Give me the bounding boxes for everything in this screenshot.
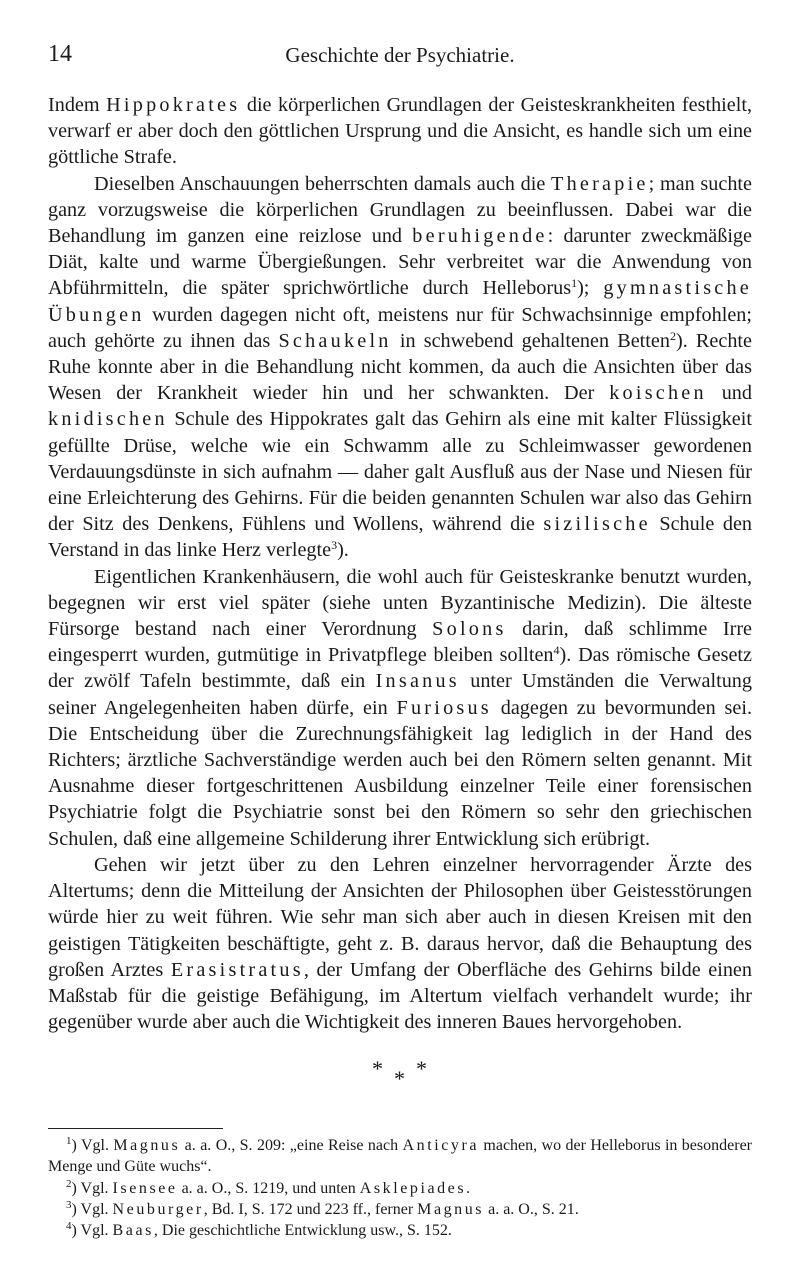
footnotes	[48, 1135, 752, 1241]
text-run: die körperlichen Grundlagen der Geisteskrankheiten festhielt, verwarf er aber doch den göttlichen Ursprung und die Ansicht, es handle sich um eine göttliche Strafe.	[48, 94, 752, 169]
spaced-emphasis: Neuburger	[112, 1200, 204, 1218]
text-run: Dieselben Anschauungen beherrschten damals auch die	[94, 172, 552, 195]
spaced-emphasis: Solons	[432, 618, 507, 641]
text-run: a. a. O., S. 21.	[484, 1200, 579, 1218]
paragraph	[48, 564, 752, 852]
running-head: Geschichte der Psychiatrie.	[285, 43, 515, 67]
text-run: Eigentlichen Krankenhäusern, die wohl auch für Geisteskranke benutzt wurden, begegnen wir erst viel später (siehe unten Byzantinische Medizin). Die älteste Fürsorge bestand nach einer Verordnung	[48, 565, 752, 641]
footnote-marker: 4	[553, 643, 560, 658]
spaced-emphasis: Asklepiades	[359, 1179, 467, 1197]
text-run: ) Vgl.	[71, 1179, 113, 1197]
spaced-emphasis: gymnastische Übungen	[48, 277, 752, 326]
section-separator	[48, 1056, 752, 1096]
text-run: machen, wo der Helleborus in besonderer Menge und Güte wuchs“.	[48, 1137, 752, 1176]
text-run: ) Vgl.	[71, 1137, 114, 1154]
text-run: Indem	[48, 94, 107, 116]
separator-star: *	[394, 1066, 405, 1091]
text-run: );	[577, 277, 604, 300]
spaced-emphasis: beruhigende	[412, 225, 548, 248]
spaced-emphasis: Therapie	[551, 172, 649, 195]
footnote-marker: 1	[66, 1135, 72, 1147]
text-run: wurden dagegen nicht oft, meistens nur für Schwachsinnige empfohlen; auch gehörte zu ihnen das	[48, 303, 752, 352]
text-run: Gehen wir jetzt über zu den Lehren einzelner hervorragender Ärzte des Altertums; denn die Mitteilung der Ansichten der Philosophen über Geistesstörungen würde hier zu weit führen. Wie sehr man sich aber auch in diesen Kreisen mit den geistigen Tätigkeiten beschäftigte, geht z. B. daraus hervor, daß die Behauptung des großen Arztes	[48, 853, 752, 981]
paragraph	[48, 852, 752, 1035]
footnote	[48, 1135, 752, 1178]
paragraph	[48, 92, 752, 171]
spaced-emphasis: Furiosus	[396, 696, 492, 719]
text-run: unter Umständen die Verwaltung seiner Angelegenheiten haben dürfe, ein	[48, 670, 752, 719]
book-page	[48, 0, 753, 1240]
spaced-emphasis: Anticyra	[402, 1137, 479, 1154]
page-header	[48, 0, 752, 80]
spaced-emphasis: Magnus	[417, 1200, 485, 1218]
spaced-emphasis: Hippokrates	[106, 94, 241, 116]
text-run: dagegen zu bevormunden sei. Die Entscheidung über die Zurechnungsfähigkeit lag lediglich in der Hand des Richters; ärztliche Sachverständige werden auch bei den Römern selten genannt. Mit Ausnahme dieser fortgeschrittenen Ausbildung einzelner Teile einer forensischen Psychiatrie folgt die Psychiatrie sonst bei den Römern so sehr den griechischen Schulen, daß eine allgemeine Schilderung ihrer Entwicklung sich erübrigt.	[48, 696, 752, 850]
text-run: ). Das römische Gesetz der zwölf Tafeln bestimmte, daß ein	[48, 644, 753, 693]
footnote-marker: 1	[571, 276, 578, 291]
spaced-emphasis: Isensee	[112, 1179, 178, 1197]
separator-star: *	[416, 1056, 427, 1081]
text-run: Schule den Verstand in das linke Herz verlegte	[48, 513, 753, 562]
separator-star: *	[372, 1056, 383, 1081]
footnote-marker: 2	[66, 1177, 72, 1190]
footnote-marker: 4	[66, 1220, 72, 1233]
spaced-emphasis: Insanus	[375, 670, 460, 693]
footnote-rule	[48, 1128, 223, 1129]
text-run: , Die geschichtliche Entwicklung usw., S. 152.	[153, 1222, 452, 1240]
text-run: a. a. O., S. 209: „eine Reise nach	[180, 1137, 403, 1154]
text-run: darin, daß schlimme Irre eingesperrt wurden, gutmütige in Privatpflege bleiben sollten	[48, 618, 753, 667]
text-run: : darunter zweckmäßige Diät, kalte und warme Übergießungen. Sehr verbreitet war die Anwendung von Abführmitteln, die später sprichwörtliche durch Helleborus	[48, 225, 752, 300]
text-run: a. a. O., S. 1219, und unten	[177, 1179, 360, 1197]
text-run: , der Umfang der Oberfläche des Gehirns bilde einen Maßstab für die geistige Befähigung, im Altertum vielfach verhandelt wurde; ihr gegenüber wurde aber auch die Wichtigkeit des inneren Baues hervorgehoben.	[48, 958, 752, 1034]
footnote-marker: 2	[669, 328, 676, 343]
text-run: ) Vgl.	[71, 1200, 113, 1218]
text-run: ) Vgl.	[71, 1222, 113, 1240]
footnote	[48, 1178, 752, 1199]
spaced-emphasis: Magnus	[113, 1137, 181, 1154]
page-number: 14	[48, 41, 72, 67]
text-run: in schwebend gehaltenen Betten	[391, 329, 670, 352]
spaced-emphasis: Baas	[112, 1222, 154, 1240]
spaced-emphasis: Erasistratus	[170, 958, 304, 981]
text-run: .	[466, 1179, 471, 1197]
text-run: ). Rechte Ruhe konnte aber in die Behandlung nicht kommen, da auch die Ansichten über das Wesen der Krankheit wieder hin und her schwankten. Der	[48, 329, 752, 405]
body-text	[48, 92, 752, 1035]
spaced-emphasis: sizilische	[543, 513, 651, 536]
footnote	[48, 1199, 752, 1220]
text-run: , Bd. I, S. 172 und 223 ff., ferner	[203, 1200, 418, 1218]
text-run: Schule des Hippokrates galt das Gehirn als eine mit kalter Flüssigkeit gefüllte Drüse, welche wie ein Schwamm alle zu Schleimwasser gewordenen Verdauungsdünste in sich aufnahm — daher galt Ausfluß aus der Nase und Niesen für eine Erleichterung des Gehirns. Für die beiden genannten Schulen war also das Gehirn der Sitz des Denkens, Fühlens und Wollens, während die	[48, 408, 752, 536]
footnote-marker: 3	[331, 538, 338, 553]
text-run: ).	[337, 539, 349, 562]
text-run: ; man suchte ganz vorzugsweise die körperlichen Grundlagen zu beeinflussen. Dabei war die Behandlung im ganzen eine reizlose und	[48, 172, 752, 248]
footnote	[48, 1220, 752, 1241]
spaced-emphasis: knidischen	[48, 408, 168, 431]
text-run: und	[706, 382, 752, 405]
footnote-marker: 3	[66, 1198, 72, 1211]
paragraph	[48, 171, 752, 564]
spaced-emphasis: Schaukeln	[278, 329, 392, 352]
spaced-emphasis: koischen	[609, 382, 707, 405]
